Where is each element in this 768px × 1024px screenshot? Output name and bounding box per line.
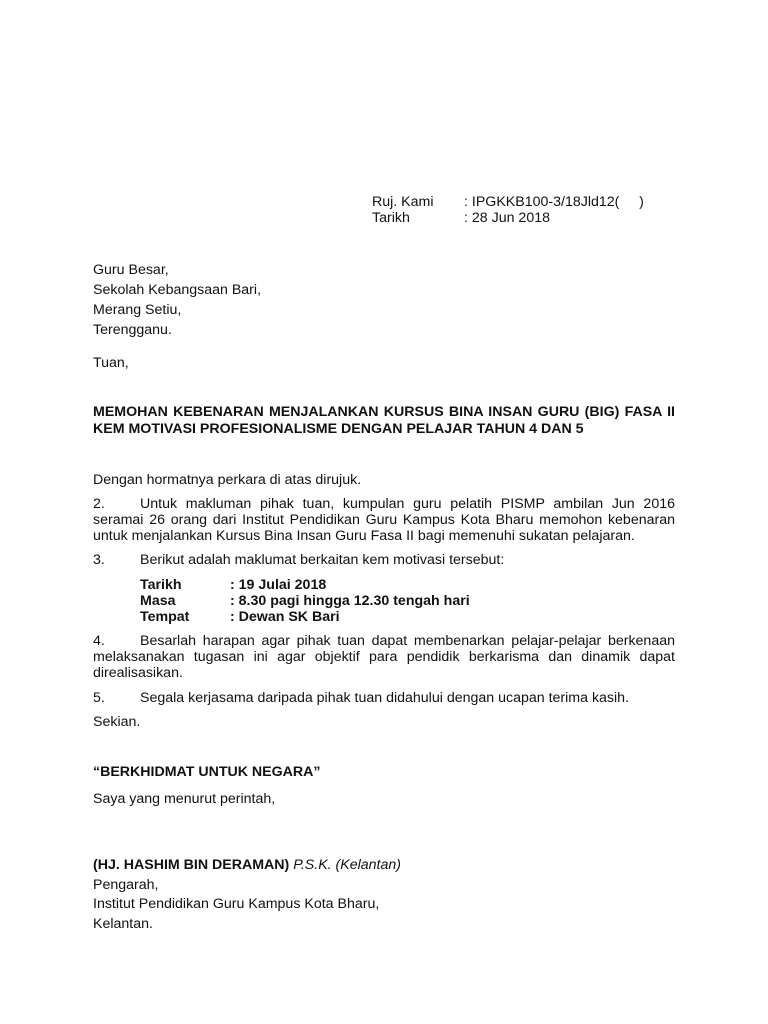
valediction: Saya yang menurut perintah, [93, 791, 276, 807]
date-label: Tarikh [372, 210, 410, 226]
addressee-line: Sekolah Kebangsaan Bari, [93, 282, 262, 298]
date-row [372, 210, 644, 226]
paragraph-number: 2. [93, 496, 105, 512]
detail-label: Tarikh [140, 577, 182, 593]
paragraph-number: 4. [93, 633, 105, 649]
paragraph-number: 5. [93, 690, 105, 706]
detail-row-venue [140, 609, 470, 625]
reference-block [372, 194, 644, 226]
detail-value: : Dewan SK Bari [230, 609, 340, 625]
paragraph-4 [93, 633, 675, 681]
motto: “BERKHIDMAT UNTUK NEGARA” [93, 764, 321, 780]
paragraph-3 [93, 552, 675, 568]
closing-text: Sekian. [93, 714, 141, 730]
signatory-state: Kelantan. [93, 915, 153, 932]
subject-line: KEM MOTIVASI PROFESIONALISME DENGAN PELAJAR TAHUN 4 DAN 5 [93, 421, 584, 437]
signatory-institution: Institut Pendidikan Guru Kampus Kota Bharu, [93, 896, 380, 912]
detail-value: : 8.30 pagi hingga 12.30 tengah hari [230, 593, 470, 609]
detail-label: Tempat [140, 609, 190, 625]
detail-row-time [140, 593, 470, 609]
date-value: : 28 Jun 2018 [464, 210, 550, 226]
paragraph-2 [93, 496, 675, 544]
salutation: Tuan, [93, 355, 129, 371]
subject-line: MEMOHAN KEBENARAN MENJALANKAN KURSUS BINA INSAN GURU (BIG) FASA II [93, 404, 675, 420]
reference-label: Ruj. Kami [372, 194, 434, 210]
signatory-name: (HJ. HASHIM BIN DERAMAN) [93, 857, 290, 873]
reference-row [372, 194, 644, 210]
signatory-line [93, 856, 401, 876]
paragraph-text: Untuk makluman pihak tuan, kumpulan guru pelatih PISMP ambilan Jun 2016 seramai 26 orang dari Institut Pendidikan Guru Kampus Kota Bharu memohon kebenaran untuk menjalankan Kursus Bina Insan Guru Fasa II bagi memenuhi sukatan pelajaran. [93, 496, 675, 544]
paragraph-text: Berikut adalah maklumat berkaitan kem motivasi tersebut: [140, 552, 505, 568]
addressee-line: Guru Besar, [93, 262, 169, 278]
detail-label: Masa [140, 593, 176, 609]
detail-row-date [140, 577, 470, 593]
paragraph-number: 3. [93, 552, 105, 568]
addressee-block [93, 260, 261, 340]
event-details [140, 577, 470, 625]
signatory-position: Pengarah, [93, 876, 159, 893]
signatory-honorific: P.S.K. (Kelantan) [293, 857, 402, 873]
addressee-line: Merang Setiu, [93, 302, 182, 318]
paragraph-5 [93, 690, 675, 706]
addressee-line: Terengganu. [93, 322, 172, 338]
detail-value: : 19 Julai 2018 [230, 577, 327, 593]
paragraph-text: Segala kerjasama daripada pihak tuan didahului dengan ucapan terima kasih. [140, 690, 630, 706]
reference-value: : IPGKKB100-3/18Jld12( ) [464, 194, 644, 210]
subject-heading [93, 404, 675, 438]
signature-block [93, 856, 401, 934]
paragraph-text: Besarlah harapan agar pihak tuan dapat membenarkan pelajar-pelajar berkenaan melaksanakan tugasan ini agar objektif para pendidik berkarisma dan dinamik dapat direalisasikan. [93, 633, 675, 681]
intro-paragraph: Dengan hormatnya perkara di atas dirujuk. [93, 472, 362, 488]
